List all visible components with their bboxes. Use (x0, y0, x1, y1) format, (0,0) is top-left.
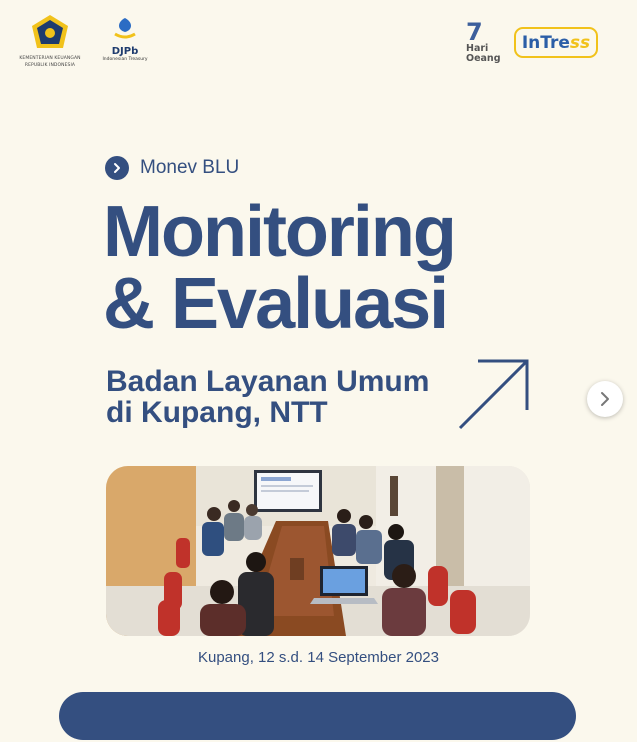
kemenkeu-logo (18, 14, 82, 68)
hari-oeang-line1: Hari (466, 43, 489, 54)
kemenkeu-sublabel: REPUBLIK INDONESIA (24, 63, 76, 68)
event-date-caption: Kupang, 12 s.d. 14 September 2023 (197, 649, 439, 666)
category-label: Monev BLU (140, 157, 240, 178)
hari-oeang-line2: Oeang (466, 53, 501, 64)
chevron-right-icon (105, 156, 129, 180)
djpb-logo (100, 16, 150, 62)
kemenkeu-label: KEMENTERIAN KEUANGAN (19, 56, 81, 61)
intress-logo (514, 27, 598, 58)
intress-prefix: InTre (521, 32, 570, 53)
meeting-photo (106, 466, 530, 636)
djpb-emblem-icon (112, 16, 138, 42)
page-title (103, 192, 455, 344)
title-line-2: & Evaluasi (103, 264, 448, 344)
next-slide-button[interactable] (587, 381, 623, 417)
djpb-subtitle: Indonesian Treasury (102, 57, 148, 62)
page-subtitle (106, 366, 429, 428)
subtitle-line-2: di Kupang, NTT (106, 396, 328, 429)
subtitle-line-1: Badan Layanan Umum (106, 365, 430, 398)
category-tag (105, 156, 239, 180)
intress-suffix: ss (569, 32, 591, 53)
kemenkeu-emblem-icon (30, 14, 70, 50)
title-line-1: Monitoring (103, 192, 455, 272)
hari-oeang-number: 7 (466, 18, 483, 46)
hari-oeang-logo (466, 20, 506, 64)
djpb-name: DJPb (111, 46, 139, 57)
chevron-right-icon (599, 391, 611, 407)
bottom-banner (59, 692, 576, 740)
arrow-up-right-icon (456, 356, 532, 432)
